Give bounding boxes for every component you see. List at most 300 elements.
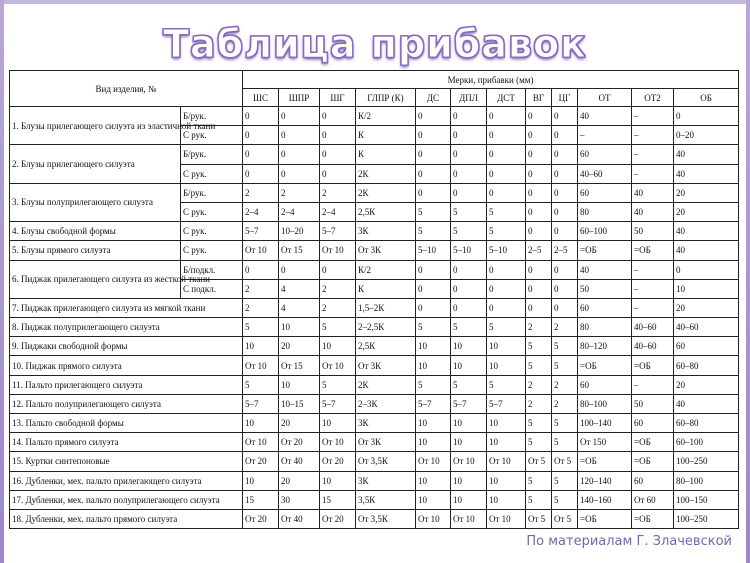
allowance-value: 10	[451, 433, 487, 452]
allowance-value: 0	[552, 298, 578, 317]
allowance-value: 0	[279, 260, 320, 279]
allowance-value: От 5	[526, 452, 552, 471]
item-name: 16. Дубленки, мех. пальто прилегающего силуэта	[10, 471, 243, 490]
allowance-value: –	[632, 260, 674, 279]
allowance-value: 0	[416, 126, 451, 145]
allowance-value: От 60	[632, 490, 674, 509]
allowance-value: 0	[451, 279, 487, 298]
item-name: 9. Пиджаки свободной формы	[10, 337, 243, 356]
item-name: 6. Пиджак прилегающего силуэта из жесткой ткани	[10, 260, 181, 298]
allowance-value: 60	[578, 183, 632, 202]
allowance-value: 3К	[356, 222, 416, 241]
allowance-value: 5	[451, 202, 487, 221]
allowance-value: 10	[451, 490, 487, 509]
allowance-value: 0	[552, 279, 578, 298]
allowance-value: От 10	[320, 356, 356, 375]
item-name: 14. Пальто прямого силуэта	[10, 433, 243, 452]
allowance-value: 0	[451, 107, 487, 126]
item-name: 11. Пальто прилегающего силуэта	[10, 375, 243, 394]
column-header: ЦГ	[552, 89, 578, 107]
sleeve-variant: С подкл.	[181, 279, 243, 298]
allowance-value: 5–10	[416, 241, 451, 260]
allowance-value: От 3К	[356, 356, 416, 375]
allowance-value: =ОБ	[632, 433, 674, 452]
allowance-value: 60–100	[578, 222, 632, 241]
allowance-value: 2–4	[243, 202, 279, 221]
header-measurements: Мерки, прибавки (мм)	[243, 71, 739, 89]
allowance-value: 5	[451, 375, 487, 394]
allowance-value: 2	[526, 394, 552, 413]
allowance-value: 4	[279, 279, 320, 298]
allowance-value: 40–60	[632, 318, 674, 337]
allowance-value: От 10	[451, 509, 487, 528]
sleeve-variant: Б/рук.	[181, 183, 243, 202]
allowance-value: =ОБ	[578, 509, 632, 528]
allowance-value: От 10	[451, 452, 487, 471]
table-row	[10, 433, 739, 452]
allowance-value: 10	[674, 279, 739, 298]
allowance-value: 2	[243, 279, 279, 298]
allowance-value: 5	[416, 318, 451, 337]
allowance-value: 10	[487, 471, 526, 490]
allowance-value: 0	[416, 145, 451, 164]
allowance-value: 0	[552, 260, 578, 279]
allowance-value: 5	[552, 337, 578, 356]
allowance-value: 2	[279, 183, 320, 202]
table-row	[10, 490, 739, 509]
allowance-value: 10	[320, 471, 356, 490]
allowance-value: 2–2,5К	[356, 318, 416, 337]
allowance-value: 40	[674, 145, 739, 164]
allowance-value: 0	[674, 260, 739, 279]
allowance-value: От 10	[243, 241, 279, 260]
allowance-value: От 3К	[356, 433, 416, 452]
allowance-value: 40	[578, 260, 632, 279]
allowance-value: От 3,5К	[356, 509, 416, 528]
allowance-value: 5–7	[320, 222, 356, 241]
item-name: 8. Пиджак полуприлегающего силуэта	[10, 318, 243, 337]
allowance-value: 0	[526, 279, 552, 298]
allowance-value: 3К	[356, 471, 416, 490]
allowance-value: 10–20	[279, 222, 320, 241]
allowance-value: 60	[578, 145, 632, 164]
item-name: 12. Пальто полуприлегающего силуэта	[10, 394, 243, 413]
allowance-value: 10	[279, 318, 320, 337]
allowance-value: 0	[526, 260, 552, 279]
allowance-value: 0	[451, 298, 487, 317]
allowance-value: 0	[552, 126, 578, 145]
allowance-value: 0	[320, 260, 356, 279]
column-header: ШПР	[279, 89, 320, 107]
allowance-value: 5–7	[243, 394, 279, 413]
allowance-value: 0	[416, 183, 451, 202]
allowance-value: 0	[487, 107, 526, 126]
table-row	[10, 394, 739, 413]
allowance-value: 2	[243, 298, 279, 317]
allowance-value: 10	[487, 337, 526, 356]
allowance-value: 2,5К	[356, 202, 416, 221]
allowance-value: 2К	[356, 183, 416, 202]
allowance-value: 10	[451, 414, 487, 433]
allowance-value: 0	[674, 107, 739, 126]
allowance-value: 50	[578, 279, 632, 298]
allowance-value: 0	[451, 260, 487, 279]
allowance-value: 5	[487, 222, 526, 241]
allowance-value: 60	[578, 298, 632, 317]
allowance-value: 5–7	[416, 394, 451, 413]
allowance-value: От 15	[279, 356, 320, 375]
allowance-value: 5	[552, 471, 578, 490]
allowance-value: 5	[487, 375, 526, 394]
item-name: 10. Пиджак прямого силуэта	[10, 356, 243, 375]
allowance-value: –	[632, 145, 674, 164]
allowance-value: 40	[578, 107, 632, 126]
allowance-value: 5	[451, 318, 487, 337]
allowance-value: 0	[487, 279, 526, 298]
item-name: 2. Блузы прилегающего силуэта	[10, 145, 181, 183]
column-header: ДПЛ	[451, 89, 487, 107]
allowance-value: 40	[674, 241, 739, 260]
allowance-value: 3,5К	[356, 490, 416, 509]
allowance-value: 0	[279, 145, 320, 164]
allowance-value: 0	[279, 107, 320, 126]
allowance-value: 40	[674, 222, 739, 241]
allowance-value: 2–5	[526, 241, 552, 260]
allowance-value: –	[632, 126, 674, 145]
allowance-value: 20	[674, 375, 739, 394]
allowance-value: 4	[279, 298, 320, 317]
allowance-value: 5	[526, 433, 552, 452]
allowance-value: 2	[526, 318, 552, 337]
allowance-value: =ОБ	[578, 452, 632, 471]
allowance-value: 5	[526, 337, 552, 356]
allowance-value: 50	[632, 222, 674, 241]
allowance-value: 20	[674, 202, 739, 221]
table-row	[10, 356, 739, 375]
allowance-value: 0	[526, 183, 552, 202]
allowance-value: От 10	[416, 452, 451, 471]
allowance-value: От 10	[416, 509, 451, 528]
allowance-value: 5	[552, 490, 578, 509]
allowance-value: 0	[451, 164, 487, 183]
column-header: ОБ	[674, 89, 739, 107]
allowance-value: 10	[320, 414, 356, 433]
sleeve-variant: С рук.	[181, 222, 243, 241]
allowance-value: 15	[320, 490, 356, 509]
allowance-value: 5–7	[243, 222, 279, 241]
allowance-value: =ОБ	[578, 356, 632, 375]
allowance-value: –	[632, 107, 674, 126]
allowance-value: 0	[552, 222, 578, 241]
allowance-value: 5	[416, 222, 451, 241]
allowance-value: 0	[552, 183, 578, 202]
allowance-value: 40	[674, 164, 739, 183]
allowance-value: 80–100	[674, 471, 739, 490]
allowance-value: 15	[243, 490, 279, 509]
column-header: ВГ	[526, 89, 552, 107]
allowance-value: 0	[552, 202, 578, 221]
allowance-value: От 5	[526, 509, 552, 528]
allowance-value: 10	[487, 490, 526, 509]
allowance-value: 20	[279, 414, 320, 433]
allowance-value: 40	[674, 394, 739, 413]
allowance-table	[9, 70, 739, 529]
sleeve-variant: С рук.	[181, 126, 243, 145]
allowance-value: 0	[526, 222, 552, 241]
column-header: ШГ	[320, 89, 356, 107]
slide-right-border	[746, 0, 750, 563]
item-name: 17. Дубленки, мех. пальто полуприлегающего силуэта	[10, 490, 243, 509]
allowance-value: От 20	[320, 509, 356, 528]
allowance-value: От 5	[552, 509, 578, 528]
allowance-value: От 15	[279, 241, 320, 260]
allowance-value: От 40	[279, 452, 320, 471]
allowance-value: 0	[279, 164, 320, 183]
allowance-value: 5	[552, 414, 578, 433]
allowance-value: 2	[320, 298, 356, 317]
allowance-value: 60–80	[674, 356, 739, 375]
allowance-value: 60–100	[674, 433, 739, 452]
allowance-value: От 3,5К	[356, 452, 416, 471]
sleeve-variant: С рук.	[181, 241, 243, 260]
allowance-value: 10	[243, 471, 279, 490]
allowance-value: 10	[487, 414, 526, 433]
allowance-value: 0	[243, 107, 279, 126]
column-header: ОТ	[578, 89, 632, 107]
item-name: 1. Блузы прилегающего силуэта из эластичной ткани	[10, 107, 181, 145]
allowance-value: 0	[243, 126, 279, 145]
allowance-value: –	[632, 164, 674, 183]
allowance-value: 5	[451, 222, 487, 241]
allowance-value: =ОБ	[578, 241, 632, 260]
allowance-value: 0	[416, 279, 451, 298]
allowance-value: 40–60	[674, 318, 739, 337]
allowance-value: 0–20	[674, 126, 739, 145]
allowance-value: 0	[243, 260, 279, 279]
allowance-value: –	[632, 375, 674, 394]
column-header: ШС	[243, 89, 279, 107]
allowance-value: 5	[552, 433, 578, 452]
allowance-value: 0	[416, 260, 451, 279]
allowance-value: 0	[320, 126, 356, 145]
allowance-value: 2–3К	[356, 394, 416, 413]
allowance-value: 5	[243, 375, 279, 394]
allowance-value: 0	[416, 164, 451, 183]
allowance-value: 80–120	[578, 337, 632, 356]
column-header: ГЛПР (К)	[356, 89, 416, 107]
sleeve-variant: Б/подкл.	[181, 260, 243, 279]
allowance-value: 2–4	[320, 202, 356, 221]
allowance-value: 10	[320, 337, 356, 356]
allowance-value: 0	[279, 126, 320, 145]
allowance-value: 5	[552, 356, 578, 375]
allowance-value: К	[356, 126, 416, 145]
slide-title: Таблица прибавок	[163, 22, 587, 66]
allowance-value: 10	[487, 356, 526, 375]
allowance-value: 20	[674, 298, 739, 317]
allowance-value: 2К	[356, 164, 416, 183]
allowance-value: 10	[451, 356, 487, 375]
allowance-value: 5	[487, 202, 526, 221]
allowance-value: 5	[526, 471, 552, 490]
allowance-value: 10	[416, 356, 451, 375]
allowance-value: От 10	[243, 433, 279, 452]
allowance-value: От 20	[243, 509, 279, 528]
allowance-value: 100–150	[674, 490, 739, 509]
allowance-value: =ОБ	[632, 509, 674, 528]
item-name: 3. Блузы полуприлегающего силуэта	[10, 183, 181, 221]
allowance-value: 5–7	[451, 394, 487, 413]
table-row	[10, 241, 739, 260]
allowance-value: 2	[320, 279, 356, 298]
allowance-value: 5	[320, 318, 356, 337]
item-name: 4. Блузы свободной формы	[10, 222, 181, 241]
allowance-value: 5	[526, 414, 552, 433]
sleeve-variant: С рук.	[181, 202, 243, 221]
item-name: 5. Блузы прямого силуэта	[10, 241, 181, 260]
allowance-value: 100–140	[578, 414, 632, 433]
table-row	[10, 337, 739, 356]
allowance-value: 5–10	[487, 241, 526, 260]
allowance-value: 0	[416, 298, 451, 317]
allowance-value: 0	[552, 107, 578, 126]
sleeve-variant: Б/рук.	[181, 107, 243, 126]
allowance-value: 0	[552, 145, 578, 164]
allowance-value: 60–80	[674, 414, 739, 433]
allowance-value: 5–10	[451, 241, 487, 260]
allowance-value: 2	[552, 375, 578, 394]
allowance-value: 2	[552, 318, 578, 337]
allowance-value: От 20	[320, 452, 356, 471]
allowance-value: 2	[320, 183, 356, 202]
allowance-value: 10	[416, 490, 451, 509]
table-row	[10, 414, 739, 433]
allowance-value: От 10	[487, 509, 526, 528]
allowance-value: От 10	[487, 452, 526, 471]
allowance-value: 10	[243, 337, 279, 356]
table-row	[10, 509, 739, 528]
allowance-value: 10	[416, 433, 451, 452]
allowance-value: 0	[526, 202, 552, 221]
slide-top-border	[0, 0, 750, 4]
allowance-value: 0	[416, 107, 451, 126]
allowance-value: 10	[243, 414, 279, 433]
allowance-value: 2	[552, 394, 578, 413]
allowance-value: 60	[578, 375, 632, 394]
item-name: 18. Дубленки, мех. пальто прямого силуэта	[10, 509, 243, 528]
allowance-value: 60	[632, 414, 674, 433]
column-header: ДС	[416, 89, 451, 107]
allowance-value: 0	[451, 145, 487, 164]
allowance-value: 40–60	[632, 337, 674, 356]
allowance-value: 0	[487, 298, 526, 317]
allowance-value: 10	[451, 337, 487, 356]
allowance-value: 0	[526, 145, 552, 164]
allowance-value: 5	[487, 318, 526, 337]
table-row	[10, 298, 739, 317]
allowance-value: 20	[279, 471, 320, 490]
allowance-value: 10	[416, 471, 451, 490]
allowance-value: 100–250	[674, 452, 739, 471]
allowance-value: 10	[279, 375, 320, 394]
allowance-value: 5	[416, 375, 451, 394]
allowance-value: 5–7	[320, 394, 356, 413]
table-row	[10, 260, 739, 279]
allowance-value: 10	[416, 337, 451, 356]
allowance-value: 2	[526, 375, 552, 394]
allowance-value: 5	[416, 202, 451, 221]
table-row	[10, 471, 739, 490]
allowance-value: –	[578, 126, 632, 145]
allowance-value: От 40	[279, 509, 320, 528]
allowance-value: 80	[578, 318, 632, 337]
allowance-value: –	[632, 298, 674, 317]
allowance-value: 5–7	[487, 394, 526, 413]
allowance-value: 40	[632, 183, 674, 202]
allowance-value: 20	[674, 183, 739, 202]
allowance-value: К	[356, 279, 416, 298]
allowance-value: 0	[320, 145, 356, 164]
allowance-value: От 150	[578, 433, 632, 452]
allowance-value: 0	[526, 164, 552, 183]
allowance-value: 5	[320, 375, 356, 394]
header-item-type: Вид изделия, №	[10, 71, 243, 107]
allowance-value: 10–15	[279, 394, 320, 413]
allowance-value: 50	[632, 394, 674, 413]
item-name: 7. Пиджак прилегающего силуэта из мягкой ткани	[10, 298, 243, 317]
allowance-value: 80–100	[578, 394, 632, 413]
allowance-value: От 20	[243, 452, 279, 471]
allowance-value: 5	[526, 356, 552, 375]
allowance-value: 2–4	[279, 202, 320, 221]
sleeve-variant: С рук.	[181, 164, 243, 183]
allowance-value: 0	[320, 164, 356, 183]
allowance-value: 20	[279, 337, 320, 356]
allowance-value: 2К	[356, 375, 416, 394]
allowance-value: 5	[526, 490, 552, 509]
allowance-value: 0	[526, 298, 552, 317]
allowance-value: 60	[674, 337, 739, 356]
table-row	[10, 452, 739, 471]
allowance-value: 0	[487, 183, 526, 202]
allowance-value: 3К	[356, 414, 416, 433]
allowance-value: 0	[526, 107, 552, 126]
allowance-value: =ОБ	[632, 241, 674, 260]
allowance-value: К	[356, 145, 416, 164]
allowance-value: От 3К	[356, 241, 416, 260]
allowance-value: 40–60	[578, 164, 632, 183]
allowance-value: От 20	[279, 433, 320, 452]
allowance-value: 2–5	[552, 241, 578, 260]
allowance-value: 140–160	[578, 490, 632, 509]
allowance-value: 10	[416, 414, 451, 433]
table-row	[10, 318, 739, 337]
allowance-value: 0	[243, 145, 279, 164]
allowance-value: 100–250	[674, 509, 739, 528]
item-name: 15. Куртки синтепоновые	[10, 452, 243, 471]
allowance-value: От 10	[320, 241, 356, 260]
allowance-value: От 10	[320, 433, 356, 452]
allowance-value: 120–140	[578, 471, 632, 490]
allowance-value: 1,5–2К	[356, 298, 416, 317]
table-row	[10, 375, 739, 394]
allowance-value: 40	[632, 202, 674, 221]
allowance-value: 0	[487, 126, 526, 145]
allowance-value: 80	[578, 202, 632, 221]
allowance-value: 0	[487, 260, 526, 279]
allowance-value: 2,5К	[356, 337, 416, 356]
table-row	[10, 145, 739, 164]
